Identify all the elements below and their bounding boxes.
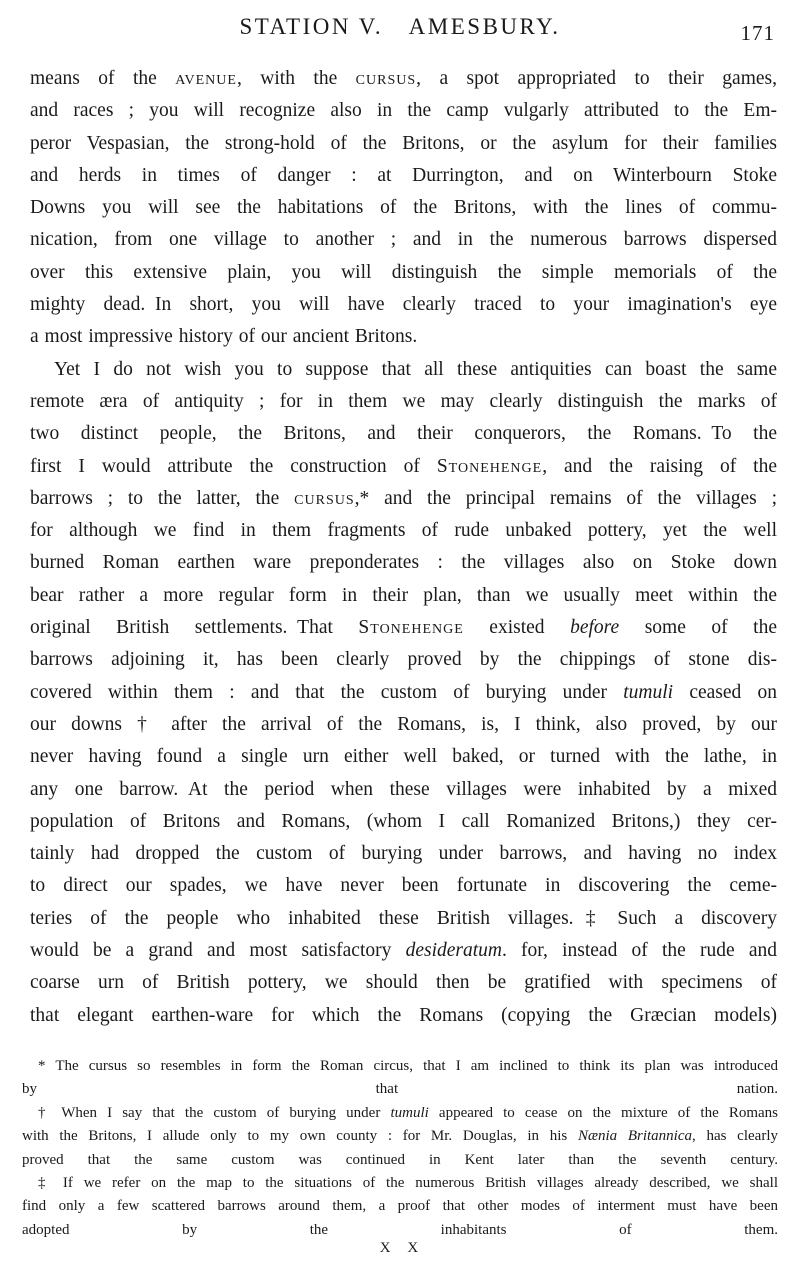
text-segment: tainly had dropped the custom of burying under barrows, and having no index — [30, 843, 777, 865]
text-segment: * The cursus so resembles in form the Roman circus, that I am inclined to think its plan was introduced — [38, 1058, 778, 1074]
text-segment: population of Britons and Romans, (whom I call Romanized Britons,) they cer- — [30, 810, 777, 832]
text-segment: Nænia Britannica — [577, 1128, 693, 1145]
text-segment: Yet I do not wish you to suppose that all these antiquities can boast the same — [54, 358, 777, 380]
footnote-asterisk — [22, 1055, 778, 1102]
text-segment: never having found a single urn either well baked, or turned with the lathe, in — [30, 746, 777, 768]
text-segment: , and the raising of the — [542, 455, 777, 477]
text-line — [30, 677, 777, 709]
text-line — [30, 774, 777, 806]
text-line — [30, 354, 777, 386]
text-segment: burned Roman earthen ware preponderates : the villages also on Stoke down — [30, 552, 777, 574]
text-line — [30, 483, 777, 515]
body-text — [30, 63, 777, 1032]
text-line — [30, 63, 777, 95]
text-line — [22, 1172, 778, 1195]
text-segment: by that nation. — [22, 1081, 778, 1098]
text-line — [22, 1195, 778, 1218]
page-header — [0, 14, 800, 48]
text-segment: cursus — [355, 68, 417, 89]
text-segment: means of the — [30, 68, 176, 89]
footnote-dagger — [22, 1102, 778, 1172]
text-line — [30, 128, 777, 160]
text-segment: a most impressive history of our ancient Britons. — [30, 326, 418, 348]
text-line — [30, 547, 777, 579]
text-segment: ceased on — [673, 681, 777, 703]
text-segment: find only a few scattered barrows around them, a proof that other modes of interment must have been — [22, 1198, 778, 1215]
text-line — [22, 1078, 778, 1101]
text-line — [30, 903, 777, 935]
text-segment: , has clearly — [692, 1128, 778, 1145]
text-segment: original British settlements. That — [30, 617, 359, 639]
text-line — [30, 806, 777, 838]
text-segment: proved that the same custom was continued in Kent later than the seventh century. — [22, 1151, 778, 1168]
text-line — [30, 289, 777, 321]
text-segment: remote æra of antiquity ; for in them we may clearly distinguish the marks of — [30, 390, 777, 412]
text-segment: with the Britons, I allude only to my own county : for Mr. Douglas, in his — [22, 1128, 578, 1145]
text-segment: ‡ If we refer on the map to the situations of the numerous British villages already described, we shall — [38, 1175, 778, 1192]
text-segment: , a spot appropriated to their games, — [416, 68, 777, 89]
text-line — [22, 1125, 778, 1148]
page-number: 171 — [740, 21, 775, 45]
text-line — [22, 1102, 778, 1125]
text-segment: tumuli — [623, 681, 674, 703]
paragraph-2 — [30, 354, 777, 1032]
text-segment: cursus — [294, 487, 355, 509]
text-segment: barrows ; to the latter, the — [30, 487, 295, 509]
text-line — [22, 1219, 778, 1242]
text-segment: before — [570, 617, 620, 639]
text-segment: existed — [463, 617, 571, 639]
text-segment: covered within them : and that the custom of burying under — [30, 681, 624, 703]
text-line — [22, 1149, 778, 1172]
text-segment: † When I say that the custom of burying under — [38, 1104, 391, 1121]
text-segment: Downs you will see the habitations of the Britons, with the lines of commu- — [30, 197, 777, 219]
running-title: STATION V. AMESBURY. — [239, 14, 561, 39]
text-segment: mighty dead. In short, you will have clearly traced to your imagination's eye — [30, 294, 777, 316]
signature-mark: X X — [379, 1240, 421, 1256]
text-segment: barrows adjoining it, has been clearly proved by the chippings of stone dis- — [30, 649, 777, 671]
text-line — [30, 967, 777, 999]
text-line — [30, 95, 777, 127]
text-line — [30, 257, 777, 289]
text-line — [30, 1000, 777, 1032]
text-line — [30, 515, 777, 547]
text-segment: avenue — [175, 68, 237, 89]
text-segment: would be a grand and most satisfactory — [30, 940, 406, 962]
text-line — [30, 386, 777, 418]
text-line — [30, 321, 777, 353]
text-segment: two distinct people, the Britons, and their conquerors, the Romans. To the — [30, 423, 777, 445]
text-line — [22, 1055, 778, 1078]
text-line — [30, 838, 777, 870]
footnotes — [22, 1055, 778, 1242]
text-line — [30, 192, 777, 224]
text-segment: and herds in times of danger : at Durrington, and on Winterbourn Stoke — [30, 164, 777, 186]
text-line — [30, 741, 777, 773]
text-segment: adopted by the inhabitants of them. — [22, 1221, 778, 1238]
text-line — [30, 644, 777, 676]
text-segment: that elegant earthen-ware for which the Romans (copying the Græcian models) — [30, 1004, 777, 1026]
text-segment: for although we find in them fragments of rude unbaked pottery, yet the well — [30, 520, 777, 542]
text-segment: , with the — [236, 68, 356, 89]
text-line — [30, 224, 777, 256]
text-segment: to direct our spades, we have never been fortunate in discovering the ceme- — [30, 875, 777, 897]
text-line — [30, 580, 777, 612]
text-line — [30, 935, 777, 967]
text-segment: over this extensive plain, you will distinguish the simple memorials of the — [30, 261, 777, 283]
text-segment: first I would attribute the construction of — [30, 455, 437, 477]
paragraph-1 — [30, 63, 777, 354]
text-line — [30, 870, 777, 902]
text-segment: peror Vespasian, the strong-hold of the Britons, or the asylum for their families — [30, 132, 777, 154]
text-segment: Stonehenge — [436, 455, 543, 477]
text-segment: bear rather a more regular form in their plan, than we usually meet within the — [30, 584, 777, 606]
text-segment: our downs † after the arrival of the Romans, is, I think, also proved, by our — [30, 713, 777, 735]
text-line — [30, 612, 777, 644]
text-segment: any one barrow. At the period when these villages were inhabited by a mixed — [30, 778, 777, 800]
text-segment: Stonehenge — [358, 617, 464, 639]
text-line — [30, 709, 777, 741]
text-segment: . for, instead of the rude and — [501, 940, 777, 962]
footnote-double-dagger — [22, 1172, 778, 1242]
text-segment: coarse urn of British pottery, we should then be gratified with specimens of — [30, 972, 777, 994]
text-segment: some of the — [619, 617, 777, 639]
text-segment: teries of the people who inhabited these British villages.‡ Such a discovery — [30, 907, 777, 929]
text-segment: tumuli — [390, 1104, 429, 1121]
text-segment: appeared to cease on the mixture of the Romans — [428, 1104, 779, 1121]
text-line — [30, 451, 777, 483]
text-segment: and races ; you will recognize also in the camp vulgarly attributed to the Em- — [30, 100, 777, 122]
text-segment: nication, from one village to another ; and in the numerous barrows dispersed — [30, 229, 777, 251]
text-line — [30, 418, 777, 450]
text-segment: desideratum — [405, 940, 502, 962]
text-line — [30, 160, 777, 192]
text-segment: ,* and the principal remains of the villages ; — [354, 487, 777, 509]
